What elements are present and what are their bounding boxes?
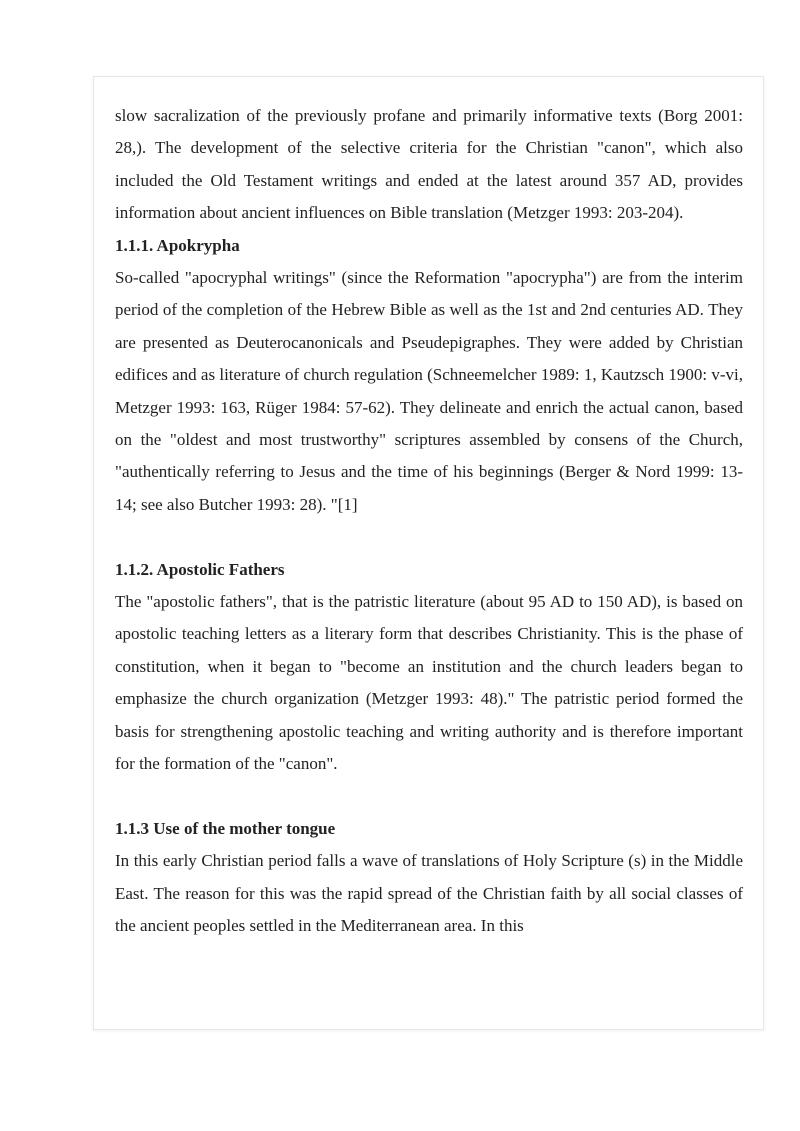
paragraph-spacer xyxy=(115,781,743,813)
section-heading-mother-tongue: 1.1.3 Use of the mother tongue xyxy=(115,818,336,838)
section-body-mother-tongue: In this early Christian period falls a wave of translations of Holy Scripture (s) in the Middle East. The reason for this was the rapid spread of the Christian faith by all social classes of the ancient peoples settled in the Mediterranean area. In this xyxy=(115,851,743,936)
intro-paragraph: slow sacralization of the previously profane and primarily informative texts (Borg 2001: 28,). The development of the selective criteria for the Christian "canon", which also included the Old Testament writings and ended at the latest around 357 AD, provides information about ancient influences on Bible translation (Metzger 1993: 203-204). xyxy=(115,106,743,223)
section-heading-apostolic-fathers: 1.1.2. Apostolic Fathers xyxy=(115,559,285,579)
page-content xyxy=(115,100,743,943)
document-page xyxy=(93,76,764,1030)
section-heading-apokrypha: 1.1.1. Apokrypha xyxy=(115,235,240,255)
paragraph-spacer xyxy=(115,521,743,553)
section-body-apokrypha: So-called "apocryphal writings" (since the Reformation "apocrypha") are from the interim period of the completion of the Hebrew Bible as well as the 1st and 2nd centuries AD. They are presented as Deuterocanonicals and Pseudepigraphes. They were added by Christian edifices and as literature of church regulation (Schneemelcher 1989: 1, Kautzsch 1900: v-vi, Metzger 1993: 163, Rüger 1984: 57-62). They delineate and enrich the actual canon, based on the "oldest and most trustworthy" scriptures assembled by consens of the Church, "authentically referring to Jesus and the time of his beginnings (Berger & Nord 1999: 13-14; see also Butcher 1993: 28). "[1] xyxy=(115,268,743,514)
section-body-apostolic-fathers: The "apostolic fathers", that is the patristic literature (about 95 AD to 150 AD), is based on apostolic teaching letters as a literary form that describes Christianity. This is the phase of constitution, when it began to "become an institution and the church leaders began to emphasize the church organization (Metzger 1993: 48)." The patristic period formed the basis for strengthening apostolic teaching and writing authority and is therefore important for the formation of the "canon". xyxy=(115,592,743,774)
